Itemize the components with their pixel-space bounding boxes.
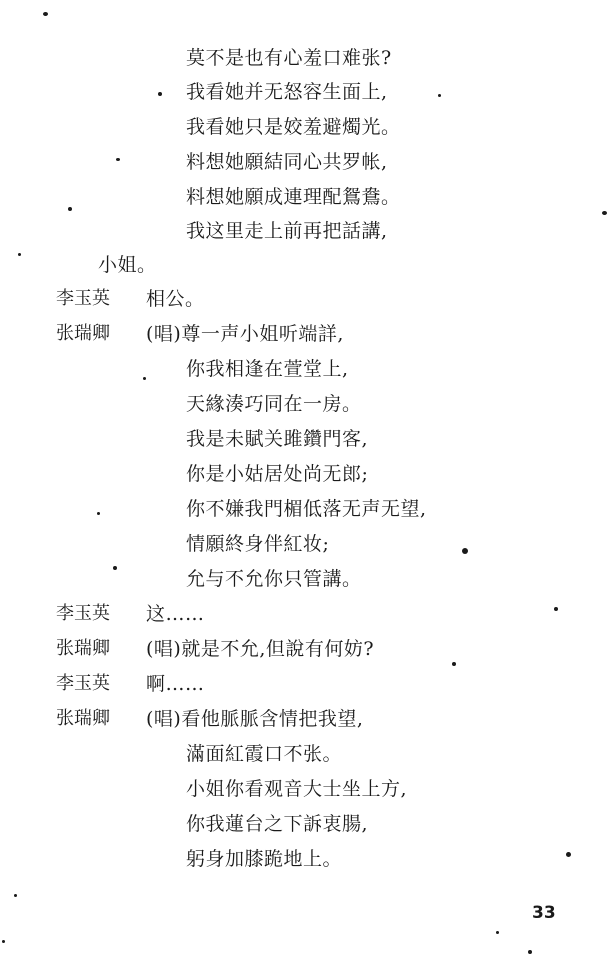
scan-speck bbox=[18, 253, 21, 256]
sung-line: (唱)看他脈脈含情把我望, bbox=[146, 708, 364, 730]
scan-speck bbox=[97, 512, 100, 515]
spoken-line: 小姐。 bbox=[98, 254, 157, 276]
scan-speck bbox=[113, 566, 117, 570]
scan-speck bbox=[116, 158, 120, 161]
verse-line: 你我蓮台之下訴衷腸, bbox=[186, 813, 369, 835]
scan-speck bbox=[602, 211, 607, 215]
verse-line: 我看她只是姣羞避燭光。 bbox=[186, 116, 401, 138]
page-number: 33 bbox=[532, 903, 556, 923]
verse-line: 料想她願結同心共罗帐, bbox=[186, 151, 388, 173]
scan-speck bbox=[452, 662, 456, 666]
verse-line: 滿面紅霞口不张。 bbox=[186, 743, 343, 765]
spoken-line: 这…… bbox=[146, 603, 205, 625]
verse-line: 料想她願成連理配鴛鴦。 bbox=[186, 186, 401, 208]
verse-line: 允与不允你只管講。 bbox=[186, 568, 362, 590]
scan-speck bbox=[43, 12, 48, 16]
verse-line: 躬身加膝跪地上。 bbox=[186, 848, 343, 870]
scan-speck bbox=[462, 548, 468, 554]
scan-speck bbox=[554, 607, 558, 611]
scan-speck bbox=[14, 894, 17, 897]
scan-speck bbox=[68, 207, 72, 211]
spoken-line: 啊…… bbox=[146, 673, 205, 695]
speaker-name: 张瑞卿 bbox=[56, 708, 110, 729]
verse-line: 你是小姑居处尚无郎; bbox=[186, 463, 369, 485]
verse-line: 我是未賦关雎鑽門客, bbox=[186, 428, 369, 450]
sung-line: (唱)就是不允,但說有何妨? bbox=[146, 638, 375, 660]
verse-line: 你我相逢在萱堂上, bbox=[186, 358, 349, 380]
verse-line: 小姐你看观音大士坐上方, bbox=[186, 778, 408, 800]
verse-line: 情願終身伴紅妆; bbox=[186, 533, 330, 555]
scan-speck bbox=[528, 950, 532, 954]
scan-speck bbox=[566, 852, 571, 857]
scan-speck bbox=[143, 377, 146, 380]
verse-line: 我这里走上前再把話講, bbox=[186, 220, 388, 242]
scan-speck bbox=[158, 92, 162, 96]
speaker-name: 张瑞卿 bbox=[56, 638, 110, 659]
speaker-name: 李玉英 bbox=[56, 673, 110, 694]
verse-line: 我看她并无怒容生面上, bbox=[186, 81, 388, 103]
verse-line: 你不嫌我門楣低落无声无望, bbox=[186, 498, 427, 520]
speaker-name: 李玉英 bbox=[56, 288, 110, 309]
spoken-line: 相公。 bbox=[146, 288, 205, 310]
scan-speck bbox=[438, 94, 441, 97]
scan-speck bbox=[496, 931, 499, 934]
sung-line: (唱)尊一声小姐听端詳, bbox=[146, 323, 344, 345]
scan-speck bbox=[2, 940, 5, 943]
verse-line: 天緣湊巧同在一房。 bbox=[186, 393, 362, 415]
speaker-name: 张瑞卿 bbox=[56, 323, 110, 344]
verse-line: 莫不是也有心羞口难张? bbox=[186, 47, 392, 69]
speaker-name: 李玉英 bbox=[56, 603, 110, 624]
